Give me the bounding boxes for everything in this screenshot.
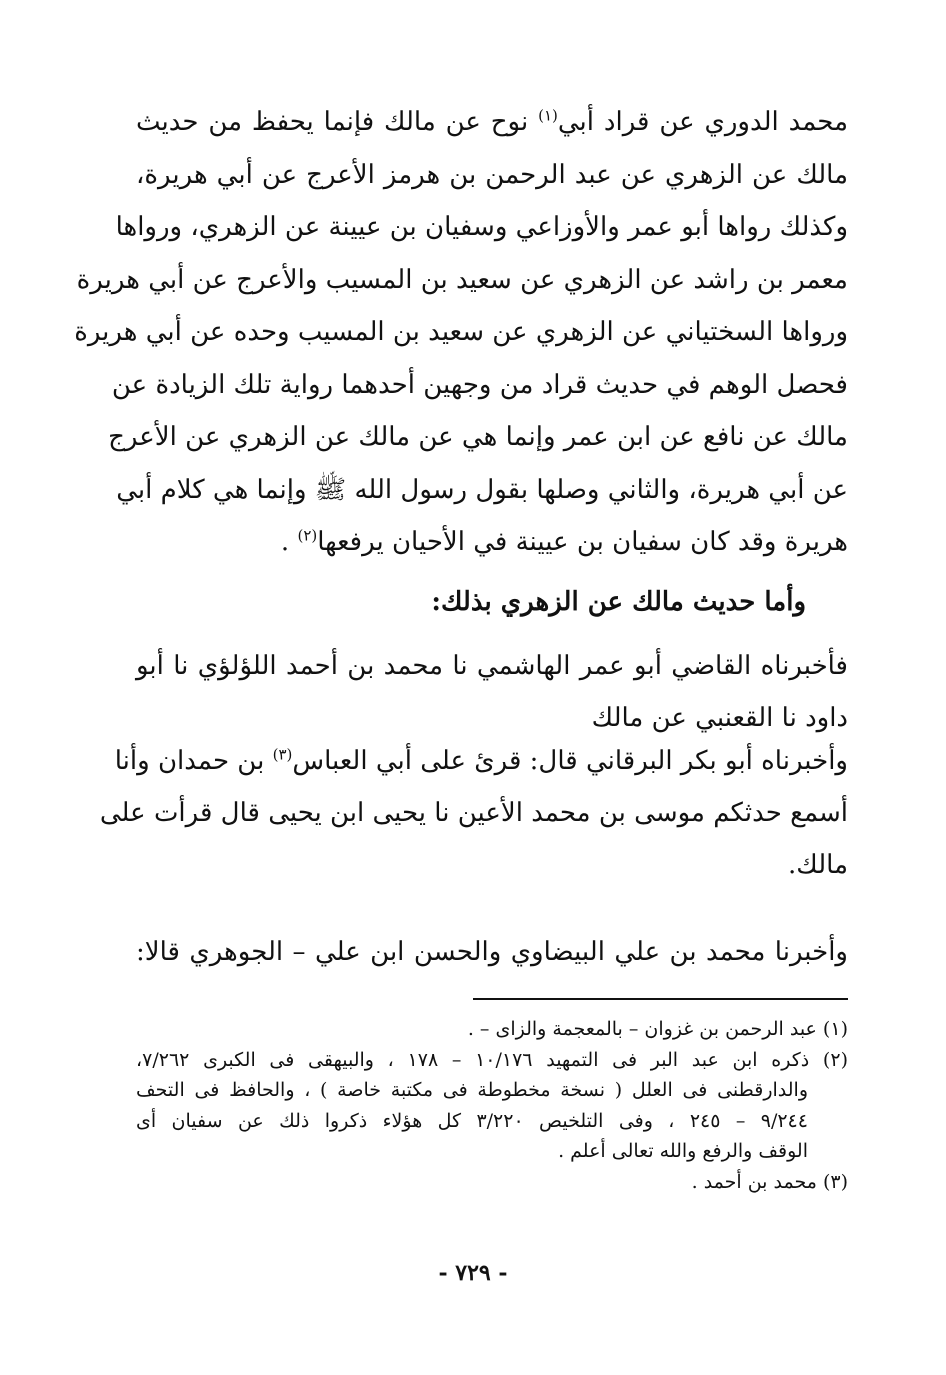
footnote-3: (٣) محمد بن أحمد . [691,1170,848,1193]
text-line-8: عن أبي هريرة، والثاني وصلها بقول رسول الله ﷺ وإنما هي كلام أبي [116,474,848,505]
text-line-9-start: هريرة وقد كان سفيان بن عيينة في الأحيان يرفعها [317,527,848,557]
text-line-3: وكذلك رواها أبو عمر والأوزاعي وسفيان بن عيينة عن الزهري، ورواها [115,212,848,242]
text-line-5: ورواها السختياني عن الزهري عن سعيد بن المسيب وحده عن أبي هريرة [74,317,848,347]
text-line-6: فحصل الوهم في حديث قراد من وجهين أحدهما رواية تلك الزيادة عن [111,369,848,400]
footnote-ref-1: (١) [538,106,558,125]
paragraph-2-line-1-start: وأخبرناه أبو بكر البرقاني قال: قرئ على أبي العباس [292,746,848,776]
footnote-2-line-2: والدارقطنى فى العلل ( نسخة مخطوطة فى مكتبة خاصة ) ، والحافظ فى التحف [136,1079,808,1101]
paragraph-1-line-2: داود نا القعنبي عن مالك [591,703,848,733]
text-line-1-start: محمد الدوري عن قراد أبي [557,107,849,137]
text-line-9 [136,516,848,569]
main-text-block [74,96,849,569]
paragraph-2-line-1 [114,735,848,787]
text-line-1-end: نوح عن مالك فإنما يحفظ من حديث [136,107,529,137]
footnote-ref-2: (٢) [297,526,318,545]
footnote-2-line-4: الوقف والرفع والله تعالى أعلم . [558,1140,808,1162]
page-number: - ٧٢٩ - [438,1260,508,1286]
paragraph-3-line-1: وأخبرنا محمد بن علي البيضاوي والحسن ابن علي – الجوهري قالا: [136,937,848,967]
paragraph-1 [136,640,848,744]
paragraph-2-line-2: أسمع حدثكم موسى بن محمد الأعين نا يحيى ابن يحيى قال قرأت على [99,798,848,828]
text-line-2: مالك عن الزهري عن عبد الرحمن بن هرمز الأعرج عن أبي هريرة، [136,159,848,190]
text-line-9-end: . [280,527,298,557]
footnote-2-line-1: (٢) ذكره ابن عبد البر فى التمهيد ١٠/١٧٦ – ١٧٨ ، والبيهقى فى الكبرى ٧/٢٦٢، [136,1048,848,1071]
footnote-separator [473,998,848,1000]
footnote-ref-3: (٣) [272,745,293,764]
paragraph-1-line-1: فأخبرناه القاضي أبو عمر الهاشمي نا محمد بن أحمد اللؤلؤي نا أبو [136,651,848,681]
paragraph-3 [136,926,848,978]
footnote-2-line-3: ٩/٢٤٤ – ٢٤٥ ، وفى التلخيص ٣/٢٢٠ كل هؤلاء ذكروا ذلك عن سفيان أى [136,1109,808,1132]
paragraph-2-line-1-end: بن حمدان وأنا [114,746,265,776]
text-line-1 [136,96,848,149]
section-heading: وأما حديث مالك عن الزهري بذلك: [431,587,806,617]
text-line-7: مالك عن نافع عن ابن عمر وإنما هي عن مالك عن الزهري عن الأعرج [108,422,848,452]
footnotes-block [136,1014,848,1197]
paragraph-2 [99,735,848,891]
text-line-4: معمر بن راشد عن الزهري عن سعيد بن المسيب والأعرج عن أبي هريرة [76,264,848,295]
footnote-1: (١) عبد الرحمن بن غزوان – بالمعجمة والزاى – . [467,1018,848,1040]
paragraph-2-line-3: مالك. [788,850,848,880]
